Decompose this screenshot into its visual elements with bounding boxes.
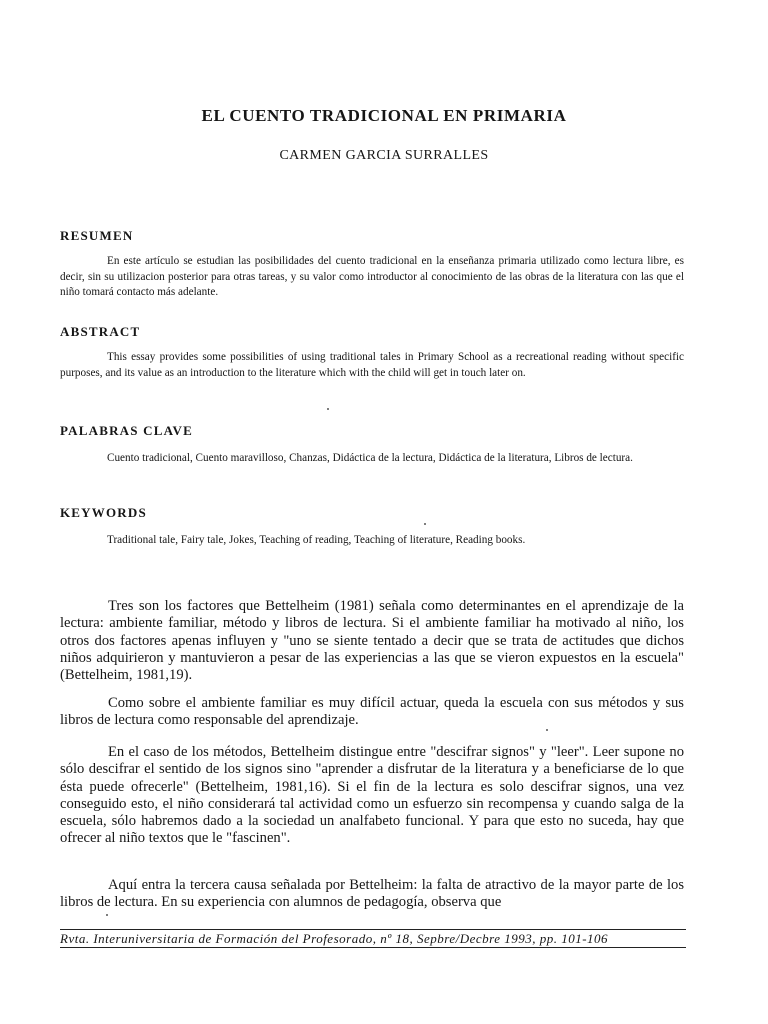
footer-rule-bottom [60, 947, 686, 948]
scan-speck [106, 914, 108, 916]
journal-footer: Rvta. Interuniversitaria de Formación del Profesorado, nº 18, Sepbre/Decbre 1993, pp. 101-106 [60, 931, 609, 946]
palabras-clave-heading: PALABRAS CLAVE [60, 423, 193, 438]
body-paragraph-4: Aquí entra la tercera causa señalada por Bettelheim: la falta de atractivo de la mayor parte de los libros de lectura. En su experiencia con alumnos de pedagogía, observa que [60, 877, 684, 911]
scan-speck [546, 729, 548, 731]
resumen-text: En este artículo se estudian las posibilidades del cuento tradicional en la enseñanza primaria utilizado como lectura libre, es decir, sin su utilizacion posterior para otras tareas, y su valor como introductor al conocimiento de las obras de la literatura con las que el niño tomará contacto más adelante. [60, 255, 684, 299]
body-paragraph-3: En el caso de los métodos, Bettelheim distingue entre "descifrar signos" y "leer". Leer supone no sólo descifrar el sentido de los signos sino "aprender a disfrutar de la literatura y a beneficiarse de lo que ésta puede ofrecerle" (Bettelheim, 1981,16). Si el fin de la lectura es solo descifrar signos, una vez conseguido esto, el niño considerará tal actividad como un esfuerzo sin recompensa y cuando salga de la escuela, sólo habremos dado a la sociedad un analfabeto funcional. Y para que esto no suceda, hay que ofrecer al niño textos que le "fascinen". [60, 744, 684, 847]
keywords-text: Traditional tale, Fairy tale, Jokes, Teaching of reading, Teaching of literature, Reading books. [107, 534, 526, 546]
footer-rule-top [60, 929, 686, 930]
scan-speck [424, 523, 426, 525]
resumen-heading: RESUMEN [60, 228, 134, 243]
article-title: EL CUENTO TRADICIONAL EN PRIMARIA [201, 106, 567, 125]
scan-speck [327, 408, 329, 410]
article-author: CARMEN GARCIA SURRALLES [279, 148, 489, 163]
abstract-heading: ABSTRACT [60, 324, 141, 339]
palabras-clave-text: Cuento tradicional, Cuento maravilloso, Chanzas, Didáctica de la lectura, Didáctica de la literatura, Libros de lectura. [107, 452, 633, 464]
body-paragraph-1: Tres son los factores que Bettelheim (1981) señala como determinantes en el aprendizaje de la lectura: ambiente familiar, método y libros de lectura. Si el ambiente familiar ha motivado al niño, los otros dos factores apenas influyen y "uno se siente tentado a decir que se trata de actitudes que dichos niños adquirieron y mantuvieron a pesar de las experiencias a las que se vieron expuestos en la escuela" (Bettelheim, 1981,19). [60, 598, 684, 684]
keywords-heading: KEYWORDS [60, 505, 147, 520]
body-paragraph-2: Como sobre el ambiente familiar es muy difícil actuar, queda la escuela con sus métodos y sus libros de lectura como responsable del aprendizaje. [60, 695, 684, 729]
abstract-text: This essay provides some possibilities of using traditional tales in Primary School as a recreational reading without specific purposes, and its value as an introduction to the literature which with the child will get in touch later on. [60, 351, 684, 379]
